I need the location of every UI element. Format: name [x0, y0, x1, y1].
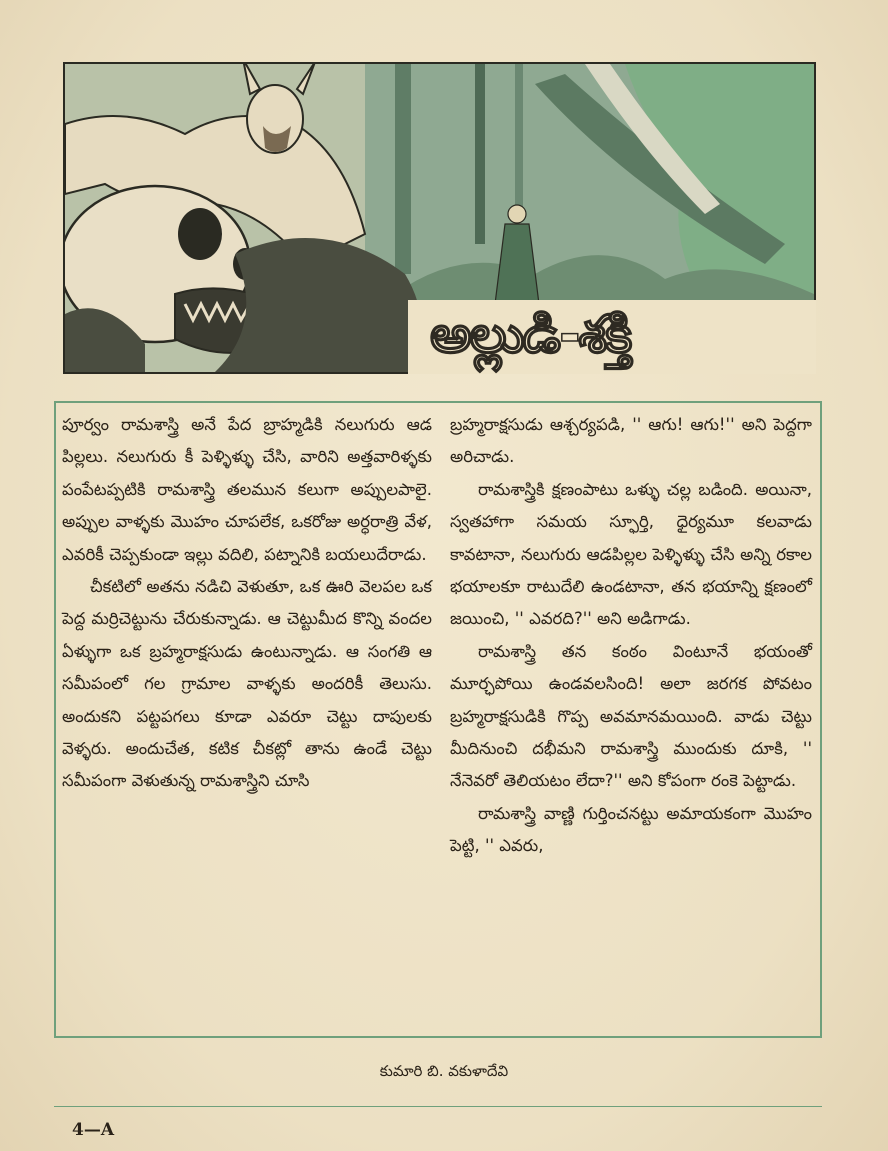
paragraph: పూర్వం రామశాస్త్రి అనే పేద బ్రాహ్మడికి నలుగురు ఆడ పిల్లలు. నలుగురు కీ పెళ్ళిళ్ళు చేసి, వారిని అత్తవారిళ్ళకు పంపేటప్పటికి రామశాస్త్రి తలమున కలుగా అప్పులపాలై. అప్పుల వాళ్ళకు మొహం చూపలేక, ఒకరోజు అర్ధరాత్రి వేళ, ఎవరికీ చెప్పకుండా ఇల్లు వదిలి, పట్నానికి బయలుదేరాడు.: [62, 415, 432, 564]
paragraph: రామశాస్త్రి తన కంఠం వింటూనే భయంతో మూర్ఛపోయి ఉండవలసింది! అలా జరగక పోవటం బ్రహ్మరాక్షసుడికి గొప్ప అవమానమయింది. వాడు చెట్టు మీదినుంచి దభీమని రామశాస్త్రి ముందుకు దూకి, '' నేనెవరో తెలియటం లేదా?'' అని కోపంగా రంకె పెట్టాడు.: [450, 641, 812, 791]
page-number: 4—A: [72, 1120, 115, 1140]
story-title: అల్లుడి-శక్తి: [430, 305, 631, 365]
left-column: [62, 409, 432, 798]
paragraph: రామశాస్త్రికి క్షణంపాటు ఒళ్ళు చల్ల బడింది. అయినా, స్వతహాగా సమయ స్ఫూర్తి, ధైర్యమూ కలవాడు కావటానా, నలుగురు ఆడపిల్లల పెళ్ళిళ్ళు చేసి అన్ని రకాల భయాలకూ రాటుదేలి ఉండటానా, తన భయాన్ని క్షణంలో జయించి, '' ఎవరది?'' అని అడిగాడు.: [450, 479, 812, 629]
paragraph: రామశాస్త్రి వాణ్ణి గుర్తించనట్టు అమాయకంగా మొహం పెట్టి, '' ఎవరు,: [450, 803, 812, 856]
paragraph: బ్రహ్మరాక్షసుడు ఆశ్చర్యపడి, '' ఆగు! ఆగు!'' అని పెద్దగా అరిచాడు.: [450, 415, 812, 467]
paragraph: చీకటిలో అతను నడిచి వెళుతూ, ఒక ఊరి వెలపల ఒక పెద్ద మర్రిచెట్టును చేరుకున్నాడు. ఆ చెట్టుమీద కొన్ని వందల ఏళ్ళుగా ఒక బ్రహ్మరాక్షసుడు ఉంటున్నాడు. ఆ సంగతి ఆ సమీపంలో గల గ్రామాల వాళ్ళకు అందరికీ తెలుసు. అందుకని పట్టపగలు కూడా ఎవరూ చెట్టు దాపులకు వెళ్ళరు. అందుచేత, కటిక చీకట్లో తాను ఉండే చెట్టు సమీపంగా వెళుతున్న రామశాస్త్రిని చూసి: [62, 577, 432, 791]
author-credit: కుమారి బి. వకుళాదేవి: [379, 1062, 509, 1080]
footer-divider: [54, 1106, 822, 1107]
right-column: [450, 409, 812, 863]
story-text-frame: [54, 401, 822, 1038]
